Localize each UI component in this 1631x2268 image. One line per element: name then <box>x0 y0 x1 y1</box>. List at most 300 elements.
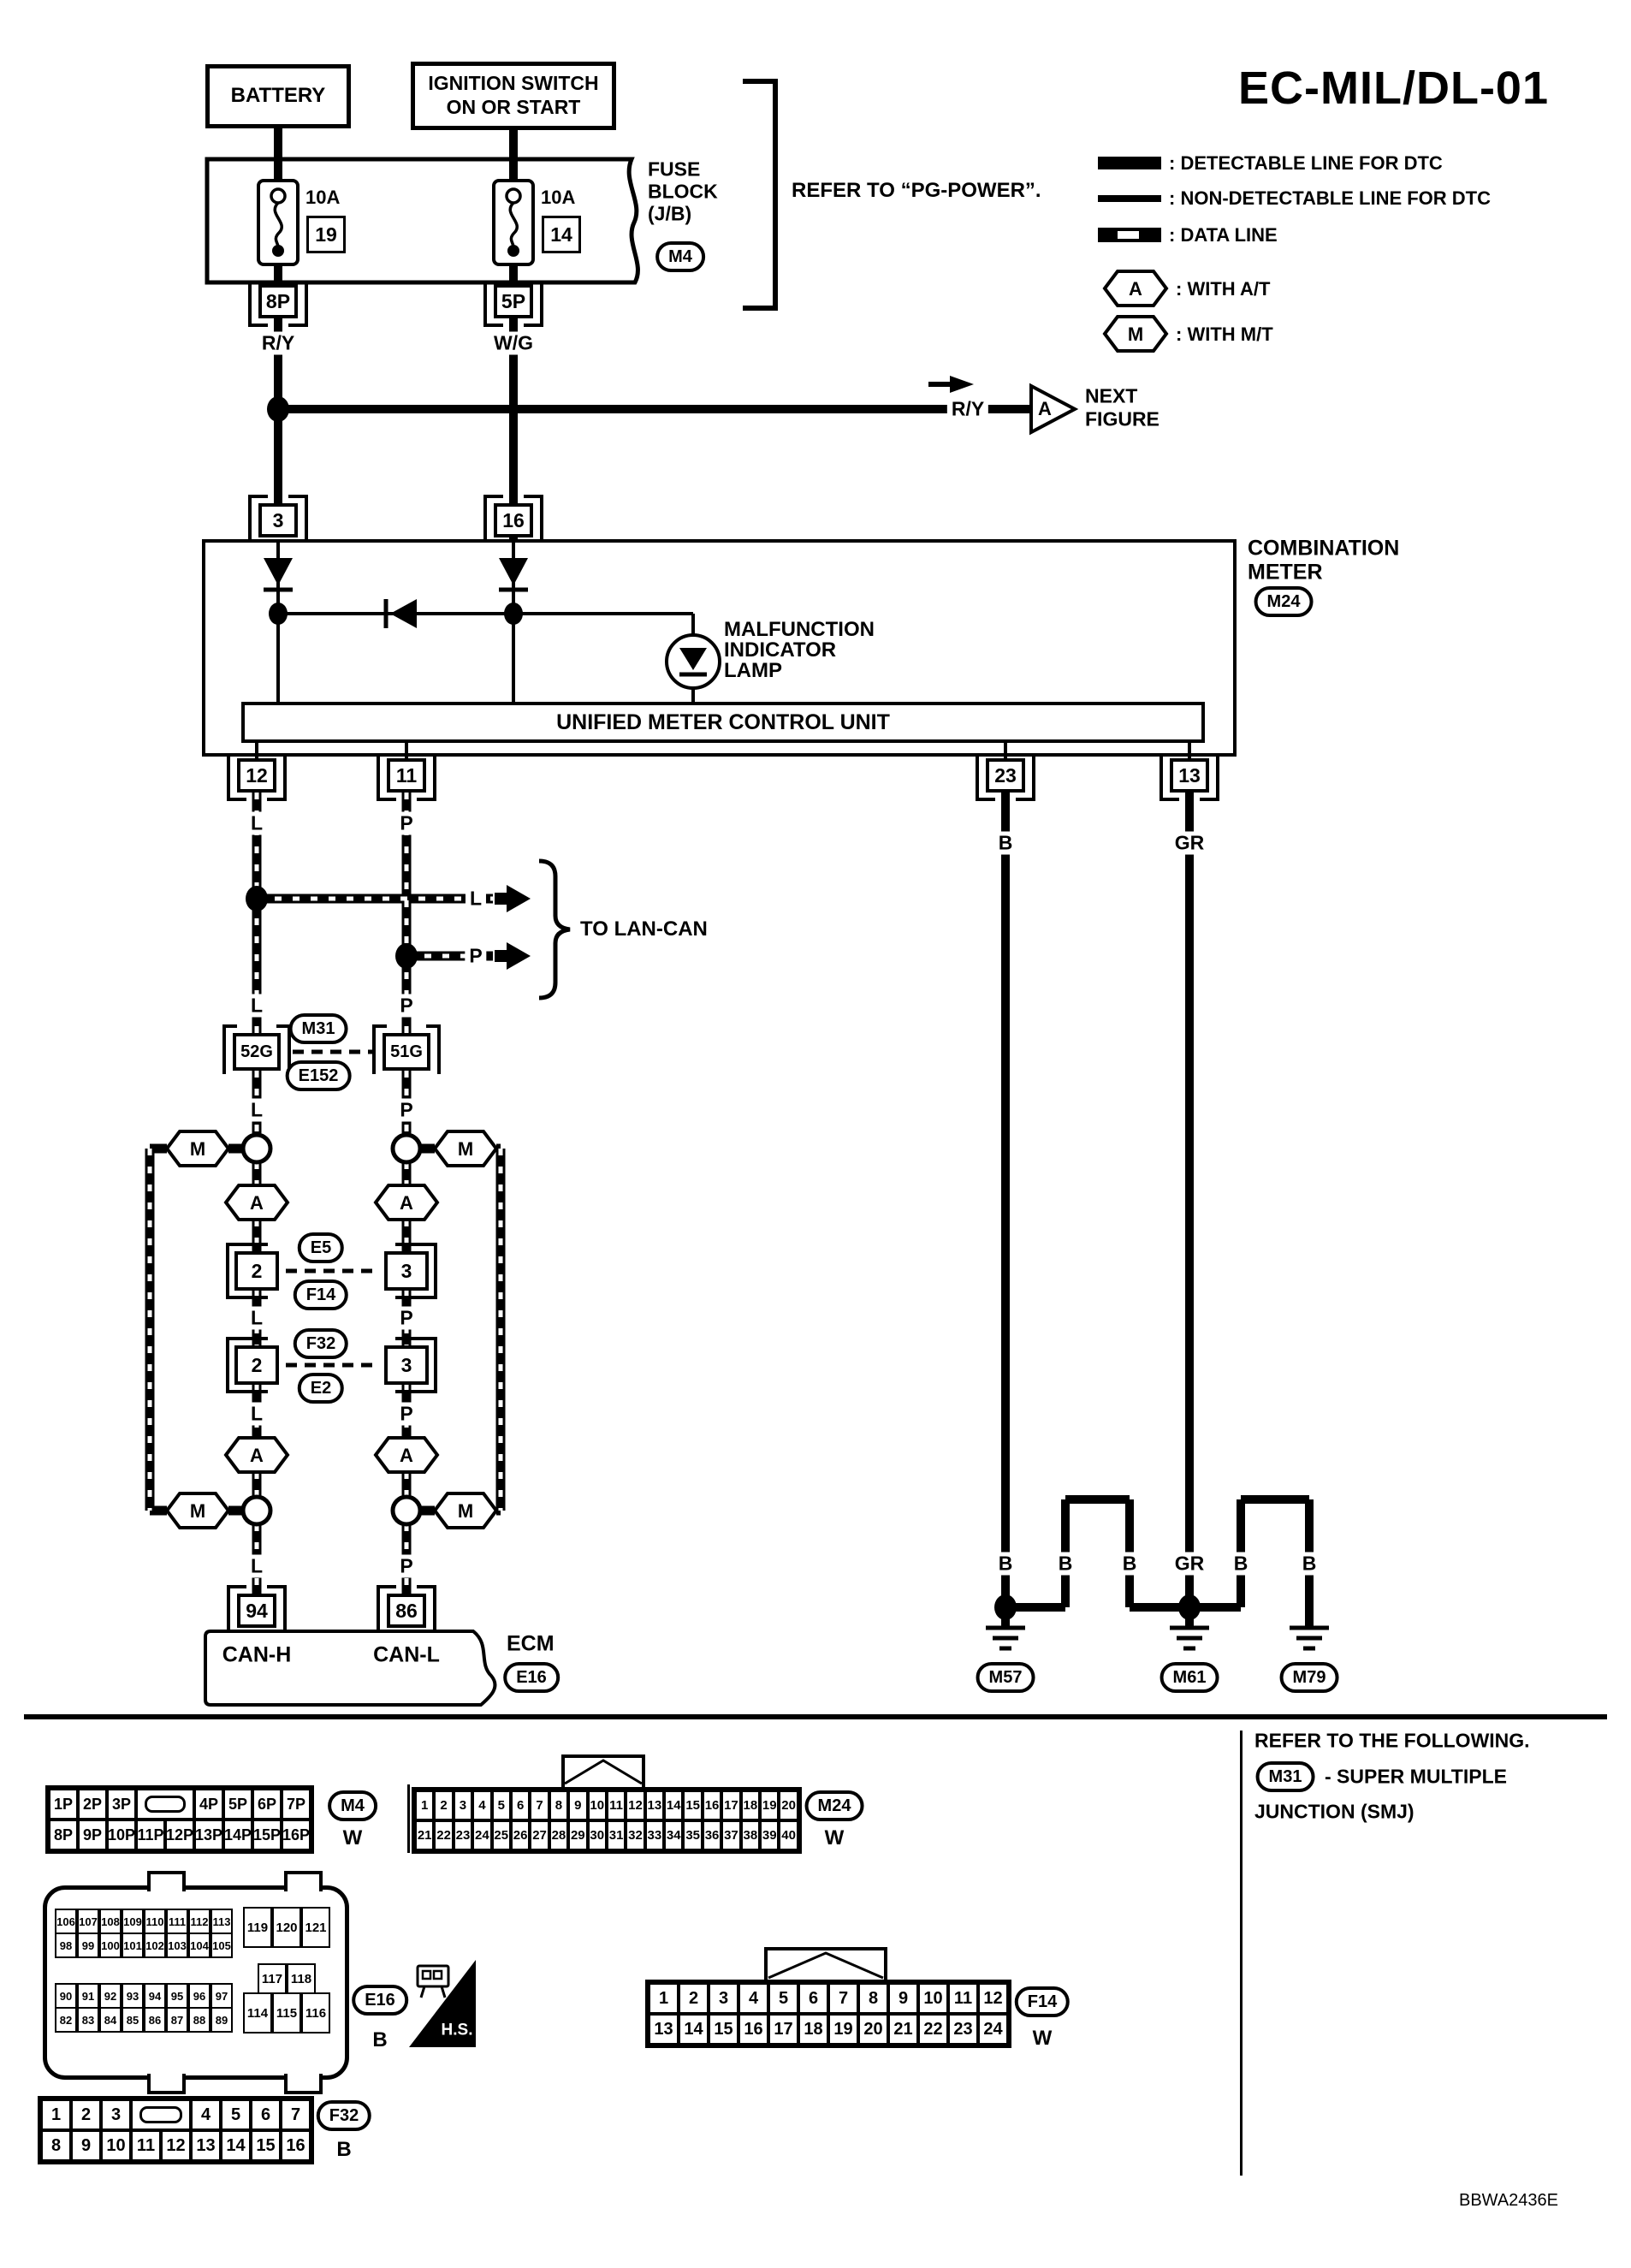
connector-pin-cell: 10 <box>918 1983 948 2014</box>
connector-pin-cell: 85 <box>122 2007 144 2033</box>
legend-at-symbol: A <box>1129 278 1142 300</box>
connector-grid-f14-label: F14 <box>1015 1986 1070 2017</box>
connector-pin-cell: 92 <box>99 1983 122 2009</box>
connector-pin-cell: 18 <box>798 2014 828 2045</box>
document-code: BBWA2436E <box>1459 2191 1558 2210</box>
wire-color-b: B <box>1230 1553 1253 1576</box>
m4-row1 <box>49 1789 311 1820</box>
refer-pg-power-label: REFER TO “PG-POWER”. <box>792 179 1041 202</box>
connector-pin-cell: 105 <box>211 1933 233 1958</box>
fuse1-rating: 10A <box>305 187 341 208</box>
connector-grid-m24 <box>412 1787 802 1854</box>
connector-pin-cell: 10 <box>588 1790 607 1820</box>
f14-row1 <box>649 1983 1008 2014</box>
footer-refer-title: REFER TO THE FOLLOWING. <box>1254 1729 1530 1752</box>
pin-16: 16 <box>494 503 533 537</box>
connector-mating-dashes <box>286 1052 377 1365</box>
wire-color-l: L <box>246 1555 267 1578</box>
connector-pin-cell: 112 <box>188 1909 211 1934</box>
connector-pin-cell: 7P <box>282 1789 311 1820</box>
connector-grid-f32-label: F32 <box>317 2100 371 2131</box>
connector-pin-cell: 2 <box>434 1790 453 1820</box>
connector-pin-cell: 14P <box>223 1820 252 1850</box>
e16-row-c1 <box>243 1907 330 1948</box>
wire-color-b: B <box>1118 1553 1142 1576</box>
connector-pin-cell: 12 <box>161 2130 191 2161</box>
connector-pin-cell: 91 <box>77 1983 99 2009</box>
connector-pin-cell: 113 <box>211 1909 233 1934</box>
connector-pin-cell: 1P <box>49 1789 78 1820</box>
connector-area-divider <box>407 1784 410 1853</box>
wire-color-p: P <box>395 994 417 1018</box>
pin-5p: 5P <box>494 284 533 318</box>
connector-pin-cell: 109 <box>122 1909 144 1934</box>
wire-color-l: L <box>246 1099 267 1122</box>
connector-pin-cell: 17 <box>721 1790 740 1820</box>
mt-hexagon-label: M <box>189 1138 206 1160</box>
wire-color-l: L <box>246 1307 267 1330</box>
ecm-name-label: ECM <box>507 1631 555 1656</box>
connector-ref-m4: M4 <box>655 241 705 272</box>
wire-color-gr: GR <box>1171 832 1209 855</box>
fuse-block-label-line1: FUSE <box>648 157 701 181</box>
e16-tab <box>284 2074 323 2094</box>
ground-ref-m57: M57 <box>976 1662 1035 1693</box>
connector-pin-cell: 34 <box>664 1820 683 1850</box>
arrow-l-icon <box>495 885 531 912</box>
connector-pin-cell: 7 <box>281 2099 311 2130</box>
fuse-symbol-1 <box>258 181 298 264</box>
wire-color-b: B <box>994 1553 1017 1576</box>
connector-pin-cell: 13P <box>194 1820 223 1850</box>
m24-lock-tab <box>563 1756 644 1789</box>
data-lines-black <box>150 793 501 1594</box>
connector-pin-cell: 118 <box>287 1963 316 1994</box>
connector-pin-cell: 108 <box>99 1909 122 1934</box>
e16-tab <box>147 2074 186 2094</box>
connector-pin-cell: 23 <box>454 1820 472 1850</box>
connector-pin-cell: 6 <box>511 1790 530 1820</box>
connector-pin-cell: 6 <box>798 1983 828 2014</box>
joint-circle <box>243 1135 270 1162</box>
wire-color-p: P <box>395 1403 417 1426</box>
pin-11: 11 <box>387 758 426 793</box>
connector-pin-cell: 36 <box>703 1820 721 1850</box>
e16-row-b2 <box>55 2007 233 2033</box>
mt-hexagon-label: M <box>189 1500 206 1522</box>
connector-pin-cell: 13 <box>649 2014 679 2045</box>
connector-ref-e5: E5 <box>298 1232 344 1263</box>
connector-pin-cell: 2P <box>78 1789 107 1820</box>
footer-divider <box>1240 1731 1243 2176</box>
connector-pin-cell: 40 <box>779 1820 798 1850</box>
junction-dot <box>1178 1594 1201 1620</box>
connector-pin-cell: 1 <box>649 1983 679 2014</box>
connector-pin-cell: 9P <box>78 1820 107 1850</box>
legend-non-detectable-bar <box>1098 195 1161 202</box>
battery-box <box>205 64 351 128</box>
pin-12: 12 <box>237 758 276 793</box>
connector-ref-f14: F14 <box>294 1279 348 1310</box>
at-hexagon-label: A <box>250 1445 264 1466</box>
e16-tab <box>147 1871 186 1891</box>
connector-pin-cell: 110 <box>144 1909 166 1934</box>
connector-pin-cell: 1 <box>415 1790 434 1820</box>
connector-grid-e16-label: E16 <box>352 1985 408 2016</box>
f14-lock-tab <box>766 1949 886 1983</box>
connector-pin-cell: 83 <box>77 2007 99 2033</box>
connector-pin-cell: 22 <box>434 1820 453 1850</box>
f32-row1 <box>41 2099 311 2130</box>
connector-pin-cell: 119 <box>243 1907 272 1948</box>
junction-dot <box>246 886 268 911</box>
footer-smj-text2: JUNCTION (SMJ) <box>1254 1800 1415 1823</box>
section-divider <box>24 1714 1607 1719</box>
connector-pin-cell: 114 <box>243 1992 272 2033</box>
to-lan-can-label: TO LAN-CAN <box>580 917 708 941</box>
pin-23: 23 <box>986 758 1025 793</box>
connector-pin-cell: 106 <box>55 1909 77 1934</box>
m24-row1 <box>415 1790 798 1820</box>
meter-name-line1: COMBINATION <box>1248 536 1400 561</box>
mt-hexagon-label: M <box>457 1500 474 1522</box>
connector-pin-cell: 22 <box>918 2014 948 2045</box>
connector-pin-cell: 30 <box>588 1820 607 1850</box>
branch-wire-color-ry: R/Y <box>947 398 988 421</box>
pin-86: 86 <box>387 1594 426 1628</box>
connector-pin-cell: 86 <box>144 2007 166 2033</box>
e16-row-a2 <box>55 1933 233 1958</box>
wire-color-l: L <box>246 1403 267 1426</box>
connector-pin-cell: 17 <box>768 2014 798 2045</box>
connector-pin-cell: 89 <box>211 2007 233 2033</box>
connector-pin-cell: 4 <box>191 2099 221 2130</box>
connector-grid-m4 <box>45 1785 314 1854</box>
ignition-switch-box <box>411 62 616 130</box>
connector-pin-cell: 1 <box>41 2099 71 2130</box>
pin-51g: 51G <box>383 1033 430 1071</box>
connector-pin-cell: 16P <box>282 1820 311 1850</box>
connector-pin-cell: 14 <box>679 2014 709 2045</box>
connector-pin-cell: 11 <box>948 1983 978 2014</box>
connector-pin-cell: 6P <box>252 1789 282 1820</box>
next-figure-tag: A <box>1038 398 1052 419</box>
connector-pin-cell: 5 <box>768 1983 798 2014</box>
connector-pin-cell: 5 <box>221 2099 251 2130</box>
joint-circle <box>393 1497 420 1524</box>
connector-pin-cell: 100 <box>99 1933 122 1958</box>
connector-pin-cell: 20 <box>779 1790 798 1820</box>
connector-pin-cell: 117 <box>258 1963 287 1994</box>
connector-pin-cell: 4P <box>194 1789 223 1820</box>
connector-pin-cell: 9 <box>568 1790 587 1820</box>
wire-color-l: L <box>466 888 486 911</box>
lan-can-brace <box>539 861 570 998</box>
connector-pin-cell: 93 <box>122 1983 144 2009</box>
connector-pin-cell: 21 <box>415 1820 434 1850</box>
connector-pin-cell: 8 <box>549 1790 568 1820</box>
pin-pair1-right: 3 <box>384 1251 429 1291</box>
connector-pin-cell: 11P <box>136 1820 165 1850</box>
legend-with-at-label: : WITH A/T <box>1176 278 1271 300</box>
connector-pin-cell: 25 <box>492 1820 511 1850</box>
connector-pin-cell: 4 <box>472 1790 491 1820</box>
wire-color-p: P <box>395 1099 417 1122</box>
connector-pin-cell: 20 <box>858 2014 888 2045</box>
connector-pin-cell: 39 <box>760 1820 779 1850</box>
wire-color-wg: W/G <box>489 332 537 355</box>
connector-pin-cell: 26 <box>511 1820 530 1850</box>
page-title: EC-MIL/DL-01 <box>1238 62 1549 114</box>
legend-data-line-gap <box>1118 231 1139 239</box>
pin-8p: 8P <box>258 284 298 318</box>
m24-row2 <box>415 1820 798 1850</box>
connector-pin-cell: 94 <box>144 1983 166 2009</box>
joint-circle <box>393 1135 420 1162</box>
joint-circle <box>243 1497 270 1524</box>
f32-row2 <box>41 2130 311 2161</box>
connector-pin-cell: 16 <box>738 2014 768 2045</box>
connector-pin-cell: 11 <box>607 1790 626 1820</box>
e16-row-b1 <box>55 1983 233 2009</box>
fuse2-rating: 10A <box>541 187 576 208</box>
connector-pin-cell: 7 <box>530 1790 549 1820</box>
connector-pin-cell: 3 <box>454 1790 472 1820</box>
data-lines-white-dash <box>150 793 501 1594</box>
connector-pin-cell: 31 <box>607 1820 626 1850</box>
next-figure-line1: NEXT <box>1085 384 1138 407</box>
connector-grid-m24-color: W <box>824 1826 845 1849</box>
m4-row2 <box>49 1820 311 1850</box>
connector-pin-cell: 32 <box>626 1820 644 1850</box>
connector-pin-cell: 101 <box>122 1933 144 1958</box>
pin-pair2-left: 2 <box>234 1345 279 1385</box>
connector-ref-e16: E16 <box>503 1662 560 1693</box>
connector-pin-cell: 15 <box>709 2014 738 2045</box>
junction-dot <box>395 943 418 969</box>
connector-pin-cell: 33 <box>645 1820 664 1850</box>
fuse-block-label-line2: BLOCK <box>648 180 718 203</box>
connector-ref-m31-footer: M31 <box>1256 1761 1315 1792</box>
junction-dot <box>267 396 289 422</box>
ground-ref-m61: M61 <box>1160 1662 1219 1693</box>
connector-pin-cell: 15P <box>252 1820 282 1850</box>
connector-grid-e16-color: B <box>372 2028 388 2051</box>
wire-color-gr: GR <box>1171 1553 1209 1576</box>
connector-pin-cell: 21 <box>888 2014 918 2045</box>
e16-tab <box>284 1871 323 1891</box>
umcu-box: UNIFIED METER CONTROL UNIT <box>241 702 1205 743</box>
connector-pin-cell: 16 <box>703 1790 721 1820</box>
connector-pin-cell: 116 <box>301 1992 330 2033</box>
arrow-p-icon <box>495 942 531 970</box>
connector-pin-cell: 14 <box>664 1790 683 1820</box>
connector-pin-cell: 28 <box>549 1820 568 1850</box>
connector-ref-m24: M24 <box>1254 586 1314 617</box>
connector-pin-cell: 88 <box>188 2007 211 2033</box>
connector-pin-cell: 8 <box>858 1983 888 2014</box>
connector-pin-cell: 10 <box>101 2130 131 2161</box>
mil-label-line2: INDICATOR <box>724 638 837 662</box>
legend-detectable-bar <box>1098 157 1161 169</box>
wire-color-b: B <box>994 832 1017 855</box>
connector-pin-cell: 12P <box>165 1820 194 1850</box>
fuse2-number-box: 14 <box>542 216 581 253</box>
connector-pin-cell: 23 <box>948 2014 978 2045</box>
power-wires <box>278 128 1309 1628</box>
ground-symbols <box>986 1628 1329 1648</box>
pin-94: 94 <box>237 1594 276 1628</box>
connector-pin-cell: 2 <box>71 2099 101 2130</box>
wire-color-p: P <box>395 812 417 835</box>
wire-color-p: P <box>395 1307 417 1330</box>
pin-pair1-left: 2 <box>234 1251 279 1291</box>
connector-ref-f32: F32 <box>294 1328 348 1359</box>
ignition-label-line2: ON OR START <box>446 96 581 118</box>
connector-pin-cell: 24 <box>472 1820 491 1850</box>
fuse-block-label-line3: (J/B) <box>648 202 692 225</box>
meter-name-line2: METER <box>1248 560 1323 585</box>
connector-pin-cell: 3 <box>101 2099 131 2130</box>
connector-pin-cell: 97 <box>211 1983 233 2009</box>
connector-pin-cell: 111 <box>166 1909 188 1934</box>
connector-pin-cell: 103 <box>166 1933 188 1958</box>
connector-pin-cell: 96 <box>188 1983 211 2009</box>
e16-row-a1 <box>55 1909 233 1934</box>
mil-label-line1: MALFUNCTION <box>724 618 875 641</box>
connector-pin-cell: 120 <box>272 1907 301 1948</box>
connector-grid-f14 <box>645 1980 1011 2048</box>
connector-pin-cell: 37 <box>721 1820 740 1850</box>
connector-grid-m24-label: M24 <box>805 1790 864 1821</box>
connector-pin-cell: 12 <box>978 1983 1008 2014</box>
refer-bracket <box>743 81 775 308</box>
connector-pin-cell: 38 <box>741 1820 760 1850</box>
at-hexagon-label: A <box>250 1192 264 1214</box>
connector-pin-cell: 11 <box>131 2130 161 2161</box>
connector-grid-m4-color: W <box>342 1826 363 1849</box>
pin-52g: 52G <box>233 1033 281 1071</box>
connector-pin-cell: 18 <box>741 1790 760 1820</box>
ground-ref-m79: M79 <box>1280 1662 1339 1693</box>
connector-pin-cell: 6 <box>251 2099 281 2130</box>
connector-pin-cell: 102 <box>144 1933 166 1958</box>
pin-13: 13 <box>1170 758 1209 793</box>
connector-pin-cell: 121 <box>301 1907 330 1948</box>
connector-ref-m31: M31 <box>289 1013 348 1044</box>
connector-pin-cell: 8P <box>49 1820 78 1850</box>
mil-label-line3: LAMP <box>724 659 782 682</box>
f14-row2 <box>649 2014 1008 2045</box>
wire-color-p: P <box>395 1555 417 1578</box>
connector-pin-cell: 15 <box>251 2130 281 2161</box>
connector-pin-cell: 27 <box>530 1820 549 1850</box>
fuse-symbol-2 <box>494 181 533 264</box>
connector-pin-cell: 13 <box>645 1790 664 1820</box>
connector-pin-cell: 90 <box>55 1983 77 2009</box>
battery-label: BATTERY <box>230 84 326 108</box>
connector-pin-cell: 19 <box>760 1790 779 1820</box>
legend-non-detectable-label: : NON-DETECTABLE LINE FOR DTC <box>1169 187 1492 209</box>
connector-pin-cell: 15 <box>683 1790 702 1820</box>
e16-row-c2 <box>258 1963 316 1994</box>
legend-detectable-label: : DETECTABLE LINE FOR DTC <box>1169 152 1443 174</box>
connector-pin-cell: 107 <box>77 1909 99 1934</box>
wire-color-p: P <box>465 945 486 968</box>
hs-badge-label: H.S. <box>441 2021 473 2039</box>
connector-pin-cell: 2 <box>679 1983 709 2014</box>
connector-pin-cell: 7 <box>828 1983 858 2014</box>
connector-pin-cell: 19 <box>828 2014 858 2045</box>
wire-color-ry: R/Y <box>258 332 299 355</box>
connector-pin-cell <box>131 2099 191 2130</box>
mt-hexagon-label: M <box>457 1138 474 1160</box>
connector-grid-f32 <box>38 2096 314 2164</box>
legend-with-mt-label: : WITH M/T <box>1176 324 1273 345</box>
footer-smj-text: - SUPER MULTIPLE <box>1325 1765 1507 1788</box>
connector-pin-cell: 12 <box>626 1790 644 1820</box>
pin-3: 3 <box>258 503 298 537</box>
connector-pin-cell: 84 <box>99 2007 122 2033</box>
connector-grid-m4-label: M4 <box>328 1790 377 1821</box>
connector-pin-cell: 99 <box>77 1933 99 1958</box>
legend-mt-symbol: M <box>1127 324 1144 345</box>
connector-pin-cell: 5P <box>223 1789 252 1820</box>
connector-pin-cell: 5 <box>492 1790 511 1820</box>
wire-color-b: B <box>1298 1553 1321 1576</box>
connector-ref-e152: E152 <box>286 1060 352 1091</box>
connector-pin-cell: 82 <box>55 2007 77 2033</box>
connector-pin-cell: 29 <box>568 1820 587 1850</box>
ignition-label-line1: IGNITION SWITCH <box>428 72 599 95</box>
connector-pin-cell <box>136 1789 194 1820</box>
connector-pin-cell: 10P <box>107 1820 136 1850</box>
wire-color-b: B <box>1054 1553 1077 1576</box>
connector-pin-cell: 13 <box>191 2130 221 2161</box>
pin-pair2-right: 3 <box>384 1345 429 1385</box>
connector-pin-cell: 24 <box>978 2014 1008 2045</box>
connector-grid-f14-color: W <box>1032 2027 1053 2050</box>
connector-pin-cell: 8 <box>41 2130 71 2161</box>
connector-pin-cell: 104 <box>188 1933 211 1958</box>
connector-pin-cell: 9 <box>71 2130 101 2161</box>
can-l-label: CAN-L <box>373 1642 440 1667</box>
wire-color-l: L <box>246 812 267 835</box>
fuse1-number-box: 19 <box>306 216 346 253</box>
connector-pin-cell: 3P <box>107 1789 136 1820</box>
at-hexagon-label: A <box>400 1445 413 1466</box>
small-arrow-icon <box>950 376 974 393</box>
junction-dot <box>994 1594 1017 1620</box>
wire-color-l: L <box>246 994 267 1018</box>
connector-pin-cell: 3 <box>709 1983 738 2014</box>
connector-pin-cell: 9 <box>888 1983 918 2014</box>
e16-row-c3 <box>243 1992 330 2033</box>
connector-grid-f32-color: B <box>336 2138 352 2161</box>
connector-pin-cell: 14 <box>221 2130 251 2161</box>
connector-pin-cell: 87 <box>166 2007 188 2033</box>
next-figure-line2: FIGURE <box>1085 407 1159 430</box>
connector-pin-cell: 98 <box>55 1933 77 1958</box>
connector-pin-cell: 95 <box>166 1983 188 2009</box>
connector-pin-cell: 4 <box>738 1983 768 2014</box>
at-hexagon-label: A <box>400 1192 413 1214</box>
connector-ref-e2: E2 <box>298 1373 344 1404</box>
legend-data-line-label: : DATA LINE <box>1169 224 1278 246</box>
can-h-label: CAN-H <box>222 1642 292 1667</box>
connector-pin-cell: 16 <box>281 2130 311 2161</box>
connector-pin-cell: 115 <box>272 1992 301 2033</box>
